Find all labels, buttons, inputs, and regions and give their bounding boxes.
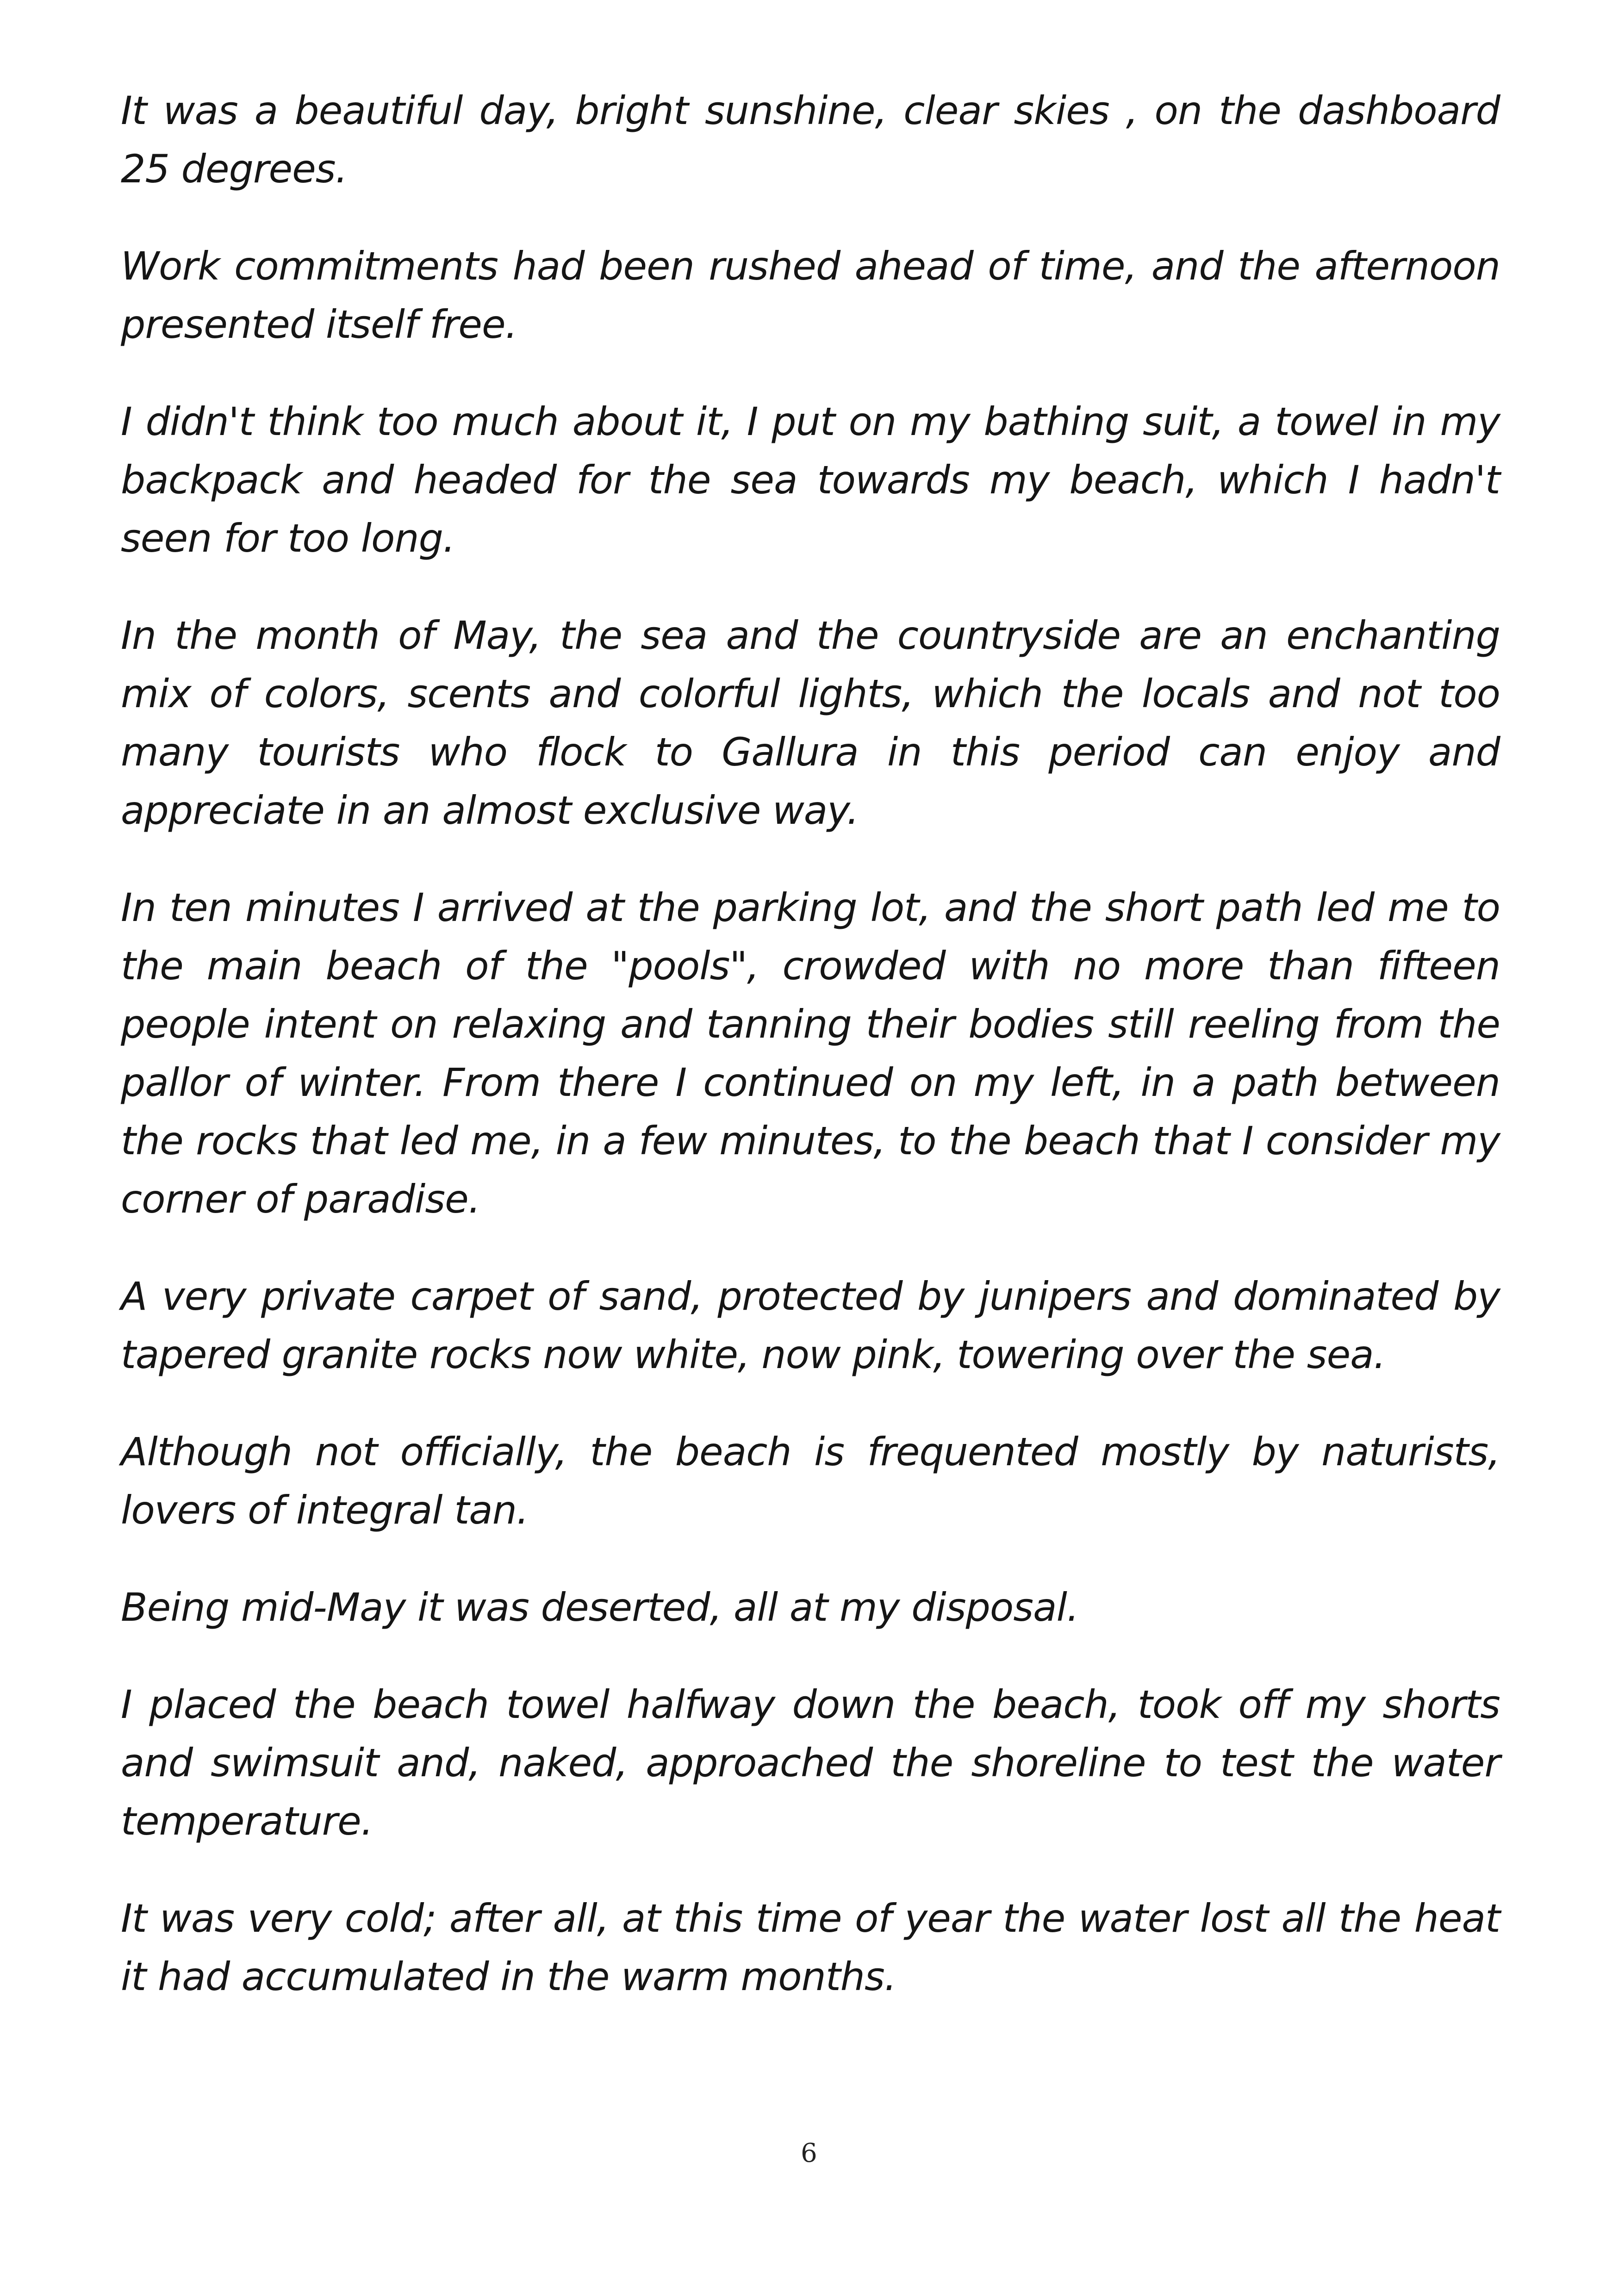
paragraph: I didn't think too much about it, I put on my bathing suit, a towel in my backpack and headed for the sea towards my beach, which I hadn't seen for too long. xyxy=(121,399,1500,561)
paragraph: In ten minutes I arrived at the parking lot, and the short path led me to the main beach of the "pools", crowded with no more than fifteen people intent on relaxing and tanning their bodies still reeling from the pallor of winter. From there I continued on my left, in a path between the rocks that led me, in a few minutes, to the beach that I consider my corner of paradise. xyxy=(121,885,1500,1222)
page-number: 6 xyxy=(801,2138,817,2168)
paragraph: It was a beautiful day, bright sunshine, clear skies , on the dashboard 25 degrees. xyxy=(121,88,1500,192)
paragraph: It was very cold; after all, at this time of year the water lost all the heat it had accumulated in the warm months. xyxy=(121,1896,1500,1999)
paragraph: I placed the beach towel halfway down the beach, took off my shorts and swimsuit and, naked, approached the shoreline to test the water temperature. xyxy=(121,1682,1500,1844)
paragraph: A very private carpet of sand, protected by junipers and dominated by tapered granite rocks now white, now pink, towering over the sea. xyxy=(121,1274,1500,1377)
body-text xyxy=(121,81,1500,2045)
paragraph: Being mid-May it was deserted, all at my disposal. xyxy=(121,1585,1079,1630)
paragraph: Although not officially, the beach is frequented mostly by naturists, lovers of integral tan. xyxy=(121,1429,1500,1533)
paragraph: Work commitments had been rushed ahead of time, and the afternoon presented itself free. xyxy=(121,243,1500,347)
paragraph: In the month of May, the sea and the countryside are an enchanting mix of colors, scents and colorful lights, which the locals and not too many tourists who flock to Gallura in this period can enjoy and appreciate in an almost exclusive way. xyxy=(121,613,1500,833)
